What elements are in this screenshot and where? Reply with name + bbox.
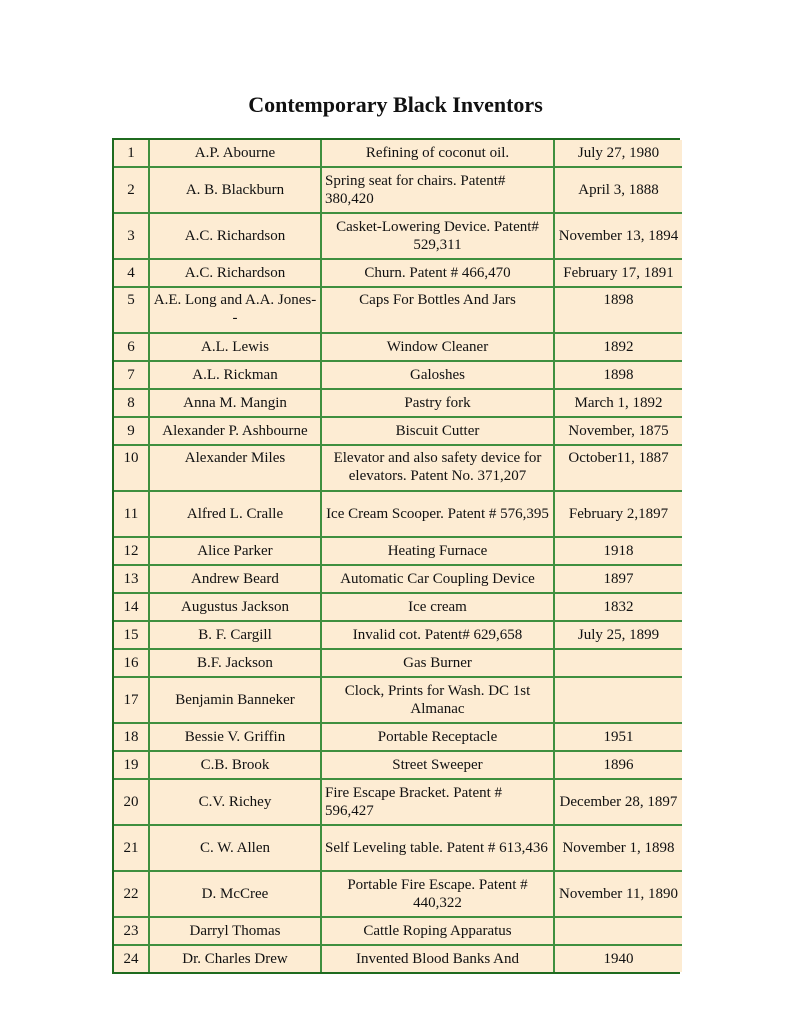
inventor-name-cell: A.C. Richardson [149,259,321,287]
date-cell: July 25, 1899 [554,621,682,649]
table-row [114,333,682,361]
inventor-name-cell: Alexander Miles [149,445,321,491]
inventor-name-cell: C.V. Richey [149,779,321,825]
inventor-name-cell: Darryl Thomas [149,917,321,945]
inventor-name-cell: A.E. Long and A.A. Jones-- [149,287,321,333]
invention-cell: Elevator and also safety device for elevators. Patent No. 371,207 [321,445,554,491]
row-number-cell: 14 [114,593,149,621]
date-cell [554,917,682,945]
invention-cell: Galoshes [321,361,554,389]
invention-cell: Invalid cot. Patent# 629,658 [321,621,554,649]
table-row [114,361,682,389]
table-row [114,140,682,167]
invention-cell: Gas Burner [321,649,554,677]
date-cell: 1897 [554,565,682,593]
inventor-name-cell: Benjamin Banneker [149,677,321,723]
row-number-cell: 23 [114,917,149,945]
row-number-cell: 20 [114,779,149,825]
inventor-name-cell: B.F. Jackson [149,649,321,677]
invention-cell: Automatic Car Coupling Device [321,565,554,593]
invention-cell: Ice cream [321,593,554,621]
date-cell: November, 1875 [554,417,682,445]
table-row [114,445,682,491]
row-number-cell: 1 [114,140,149,167]
row-number-cell: 7 [114,361,149,389]
row-number-cell: 19 [114,751,149,779]
invention-cell: Biscuit Cutter [321,417,554,445]
invention-cell: Caps For Bottles And Jars [321,287,554,333]
date-cell: July 27, 1980 [554,140,682,167]
inventor-name-cell: A.L. Rickman [149,361,321,389]
table-row [114,825,682,871]
date-cell: 1898 [554,361,682,389]
table-row [114,213,682,259]
row-number-cell: 24 [114,945,149,972]
row-number-cell: 18 [114,723,149,751]
row-number-cell: 2 [114,167,149,213]
row-number-cell: 10 [114,445,149,491]
inventor-name-cell: A.L. Lewis [149,333,321,361]
table-row [114,389,682,417]
invention-cell: Ice Cream Scooper. Patent # 576,395 [321,491,554,537]
invention-cell: Refining of coconut oil. [321,140,554,167]
invention-cell: Window Cleaner [321,333,554,361]
date-cell: February 17, 1891 [554,259,682,287]
inventor-name-cell: Alice Parker [149,537,321,565]
invention-cell: Spring seat for chairs. Patent# 380,420 [321,167,554,213]
row-number-cell: 21 [114,825,149,871]
date-cell: December 28, 1897 [554,779,682,825]
invention-cell: Churn. Patent # 466,470 [321,259,554,287]
table-row [114,259,682,287]
invention-cell: Portable Fire Escape. Patent # 440,322 [321,871,554,917]
row-number-cell: 16 [114,649,149,677]
date-cell: October11, 1887 [554,445,682,491]
table-row [114,779,682,825]
row-number-cell: 17 [114,677,149,723]
date-cell [554,649,682,677]
date-cell: 1898 [554,287,682,333]
table-row [114,649,682,677]
row-number-cell: 8 [114,389,149,417]
invention-cell: Self Leveling table. Patent # 613,436 [321,825,554,871]
row-number-cell: 6 [114,333,149,361]
inventor-name-cell: C.B. Brook [149,751,321,779]
table-row [114,677,682,723]
inventor-name-cell: Anna M. Mangin [149,389,321,417]
date-cell: April 3, 1888 [554,167,682,213]
page-title: Contemporary Black Inventors [248,92,543,117]
table-row [114,491,682,537]
invention-cell: Portable Receptacle [321,723,554,751]
inventor-name-cell: A.C. Richardson [149,213,321,259]
table-row [114,723,682,751]
inventor-name-cell: Augustus Jackson [149,593,321,621]
inventor-name-cell: C. W. Allen [149,825,321,871]
table-row [114,871,682,917]
row-number-cell: 13 [114,565,149,593]
table-row [114,593,682,621]
inventors-table [112,138,680,974]
invention-cell: Street Sweeper [321,751,554,779]
date-cell: 1940 [554,945,682,972]
table-row [114,537,682,565]
table-row [114,621,682,649]
table-row [114,565,682,593]
date-cell: November 1, 1898 [554,825,682,871]
row-number-cell: 4 [114,259,149,287]
invention-cell: Invented Blood Banks And [321,945,554,972]
invention-cell: Fire Escape Bracket. Patent # 596,427 [321,779,554,825]
invention-cell: Pastry fork [321,389,554,417]
inventor-name-cell: Andrew Beard [149,565,321,593]
date-cell [554,677,682,723]
inventor-name-cell: A.P. Abourne [149,140,321,167]
inventor-name-cell: Alexander P. Ashbourne [149,417,321,445]
invention-cell: Clock, Prints for Wash. DC 1st Almanac [321,677,554,723]
table-row [114,417,682,445]
row-number-cell: 12 [114,537,149,565]
inventor-name-cell: A. B. Blackburn [149,167,321,213]
table-row [114,167,682,213]
table-row [114,287,682,333]
date-cell: November 13, 1894 [554,213,682,259]
row-number-cell: 11 [114,491,149,537]
inventor-name-cell: Alfred L. Cralle [149,491,321,537]
row-number-cell: 9 [114,417,149,445]
row-number-cell: 5 [114,287,149,333]
table-row [114,917,682,945]
date-cell: November 11, 1890 [554,871,682,917]
inventor-name-cell: Dr. Charles Drew [149,945,321,972]
date-cell: 1892 [554,333,682,361]
date-cell: 1918 [554,537,682,565]
date-cell: 1951 [554,723,682,751]
invention-cell: Cattle Roping Apparatus [321,917,554,945]
invention-cell: Casket-Lowering Device. Patent# 529,311 [321,213,554,259]
date-cell: March 1, 1892 [554,389,682,417]
inventor-name-cell: B. F. Cargill [149,621,321,649]
inventor-name-cell: Bessie V. Griffin [149,723,321,751]
date-cell: 1832 [554,593,682,621]
table-row [114,751,682,779]
invention-cell: Heating Furnace [321,537,554,565]
row-number-cell: 15 [114,621,149,649]
date-cell: 1896 [554,751,682,779]
table-row [114,945,682,972]
date-cell: February 2,1897 [554,491,682,537]
row-number-cell: 22 [114,871,149,917]
row-number-cell: 3 [114,213,149,259]
inventor-name-cell: D. McCree [149,871,321,917]
